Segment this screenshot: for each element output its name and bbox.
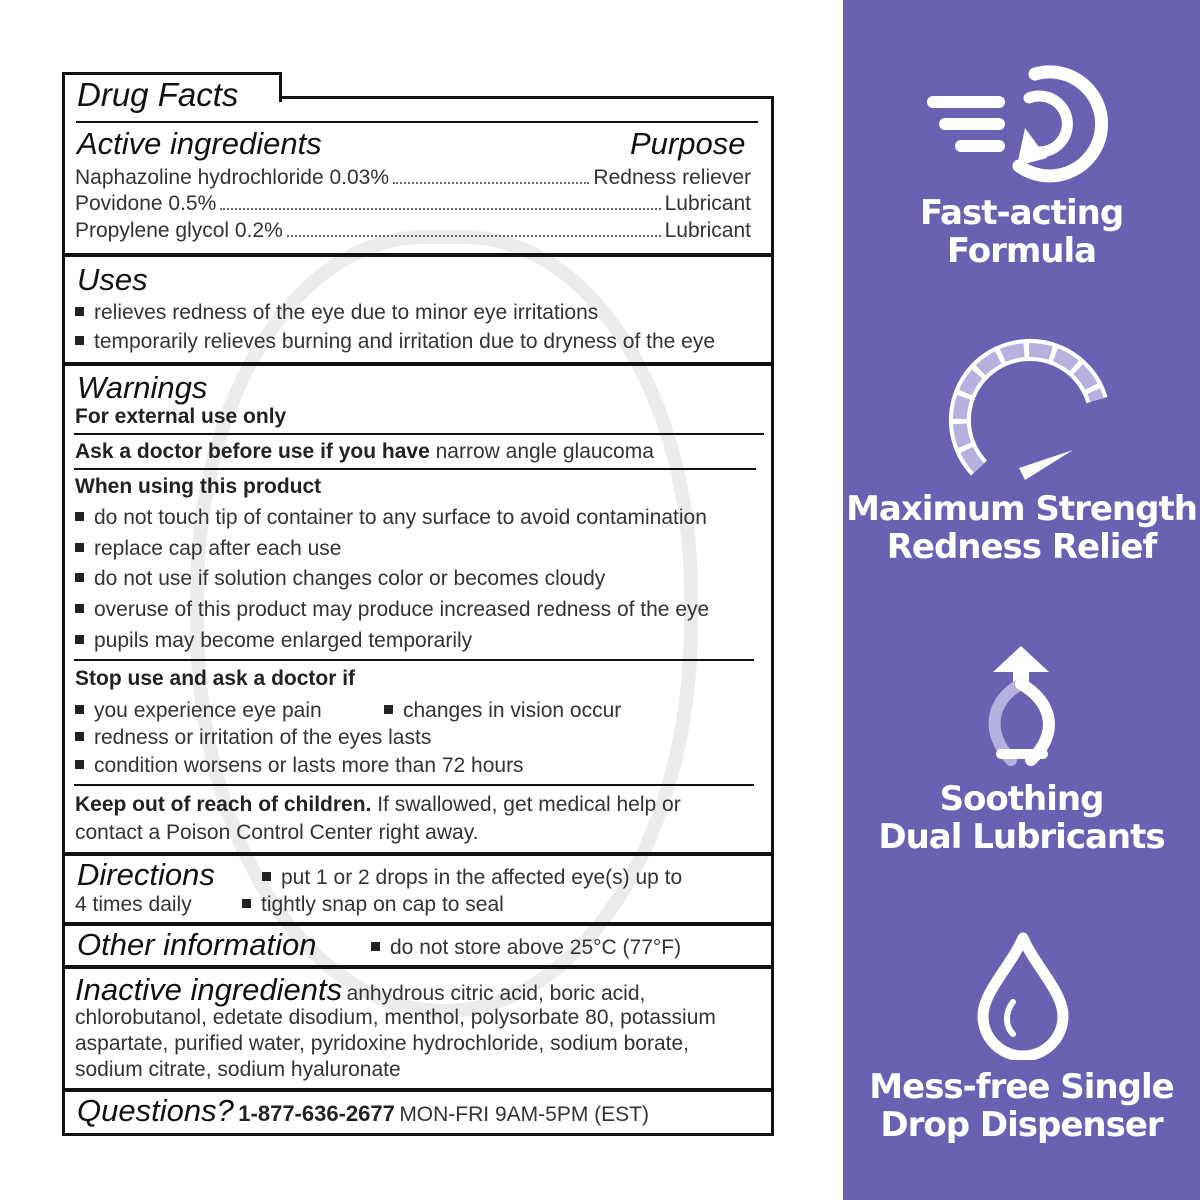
divider <box>74 468 756 470</box>
warnings-heading: Warnings <box>77 370 208 405</box>
questions-hours: MON-FRI 9AM-5PM (EST) <box>399 1103 649 1126</box>
feature-label-line: Maximum Strength <box>846 489 1197 529</box>
keep-out-bold: Keep out of reach of children. <box>75 793 372 816</box>
feature-label-line: Redness Relief <box>886 527 1157 567</box>
stop-use-item: you experience eye pain <box>75 699 322 723</box>
section-divider <box>64 253 772 257</box>
active-ingredient-row <box>75 219 751 243</box>
gauge-icon <box>939 338 1109 488</box>
feature-label-line: Mess-free Single <box>869 1067 1174 1107</box>
feature-label <box>843 490 1200 566</box>
lubricant-swirl-icon <box>971 640 1071 770</box>
active-ingredient-row <box>75 166 751 190</box>
uses-heading: Uses <box>77 262 148 297</box>
when-using-item: overuse of this product may produce increased redness of the eye <box>75 598 709 622</box>
ingredient-name: Naphazoline hydrochloride 0.03% <box>75 166 390 189</box>
ingredient-purpose: Lubricant <box>664 192 751 215</box>
ingredient-name: Povidone 0.5% <box>75 192 217 215</box>
ingredient-purpose: Lubricant <box>664 219 751 242</box>
feature-label-line: Soothing <box>939 779 1104 819</box>
inactive-ingredients-heading: Inactive ingredients <box>75 972 343 1007</box>
ask-doctor-bold: Ask a doctor before use if you have <box>75 440 430 463</box>
other-information-heading: Other information <box>77 927 317 962</box>
stop-use-item: changes in vision occur <box>384 699 621 723</box>
when-using-item: replace cap after each use <box>75 537 342 561</box>
inactive-ingredients-text: anhydrous citric acid, boric acid, <box>346 982 646 1005</box>
inactive-ingredients-text: chlorobutanol, edetate disodium, menthol, polysorbate 80, potassium <box>75 1006 716 1029</box>
leader-dots <box>220 192 660 210</box>
section-divider <box>64 852 772 856</box>
divider <box>74 784 754 786</box>
section-divider <box>64 922 772 926</box>
feature-label <box>843 780 1200 856</box>
directions-item: put 1 or 2 drops in the affected eye(s) up to <box>262 866 682 890</box>
feature-label-line: Dual Lubricants <box>878 817 1165 857</box>
inactive-ingredients-text: sodium citrate, sodium hyaluronate <box>75 1058 401 1081</box>
section-divider <box>64 965 772 969</box>
directions-heading: Directions <box>77 857 215 892</box>
feature-label <box>843 1068 1200 1144</box>
stop-use-item: redness or irritation of the eyes lasts <box>75 726 431 750</box>
divider <box>74 433 764 435</box>
feature-label-line: Drop Dispenser <box>880 1105 1163 1145</box>
section-divider <box>64 1088 772 1092</box>
directions-item: tightly snap on cap to seal <box>242 893 504 917</box>
other-information-item: do not store above 25°C (77°F) <box>371 936 681 960</box>
ask-doctor-line <box>75 440 654 464</box>
active-ingredient-row <box>75 192 751 216</box>
feature-label-line: Formula <box>946 231 1097 271</box>
leader-dots <box>287 219 661 237</box>
directions-item-continued: 4 times daily <box>75 893 192 916</box>
purpose-heading: Purpose <box>630 126 746 161</box>
keep-out-text: If swallowed, get medical help or <box>377 793 681 816</box>
keep-out-line <box>75 793 681 817</box>
inactive-ingredients-line <box>75 972 645 1008</box>
drop-icon <box>973 930 1073 1060</box>
when-using-heading: When using this product <box>75 475 322 498</box>
features-panel <box>843 0 1200 1200</box>
feature-label <box>843 194 1200 270</box>
leader-dots <box>393 166 589 184</box>
questions-heading: Questions? <box>77 1093 234 1128</box>
when-using-item: do not touch tip of container to any surface to avoid contamination <box>75 506 707 530</box>
drug-facts-title: Drug Facts <box>77 76 239 113</box>
external-use-note: For external use only <box>75 405 287 428</box>
uses-item: relieves redness of the eye due to minor eye irritations <box>75 301 598 325</box>
questions-phone: 1-877-636-2677 <box>238 1101 395 1126</box>
keep-out-text-continued: contact a Poison Control Center right away. <box>75 821 479 844</box>
when-using-item: pupils may become enlarged temporarily <box>75 629 472 653</box>
divider <box>76 121 758 123</box>
ingredient-name: Propylene glycol 0.2% <box>75 219 283 242</box>
divider <box>74 659 754 661</box>
fast-acting-icon <box>925 58 1115 188</box>
section-divider <box>64 362 772 366</box>
stop-use-item: condition worsens or lasts more than 72 hours <box>75 754 524 778</box>
feature-label-line: Fast-acting <box>919 193 1124 233</box>
ask-doctor-text: narrow angle glaucoma <box>435 440 654 463</box>
stop-use-heading: Stop use and ask a doctor if <box>75 667 356 690</box>
uses-item: temporarily relieves burning and irritation due to dryness of the eye <box>75 330 715 354</box>
ingredient-purpose: Redness reliever <box>593 166 751 189</box>
inactive-ingredients-text: aspartate, purified water, pyridoxine hydrochloride, sodium borate, <box>75 1032 690 1055</box>
when-using-item: do not use if solution changes color or becomes cloudy <box>75 567 605 591</box>
active-ingredients-heading: Active ingredients <box>77 126 322 161</box>
questions-line <box>77 1093 649 1129</box>
